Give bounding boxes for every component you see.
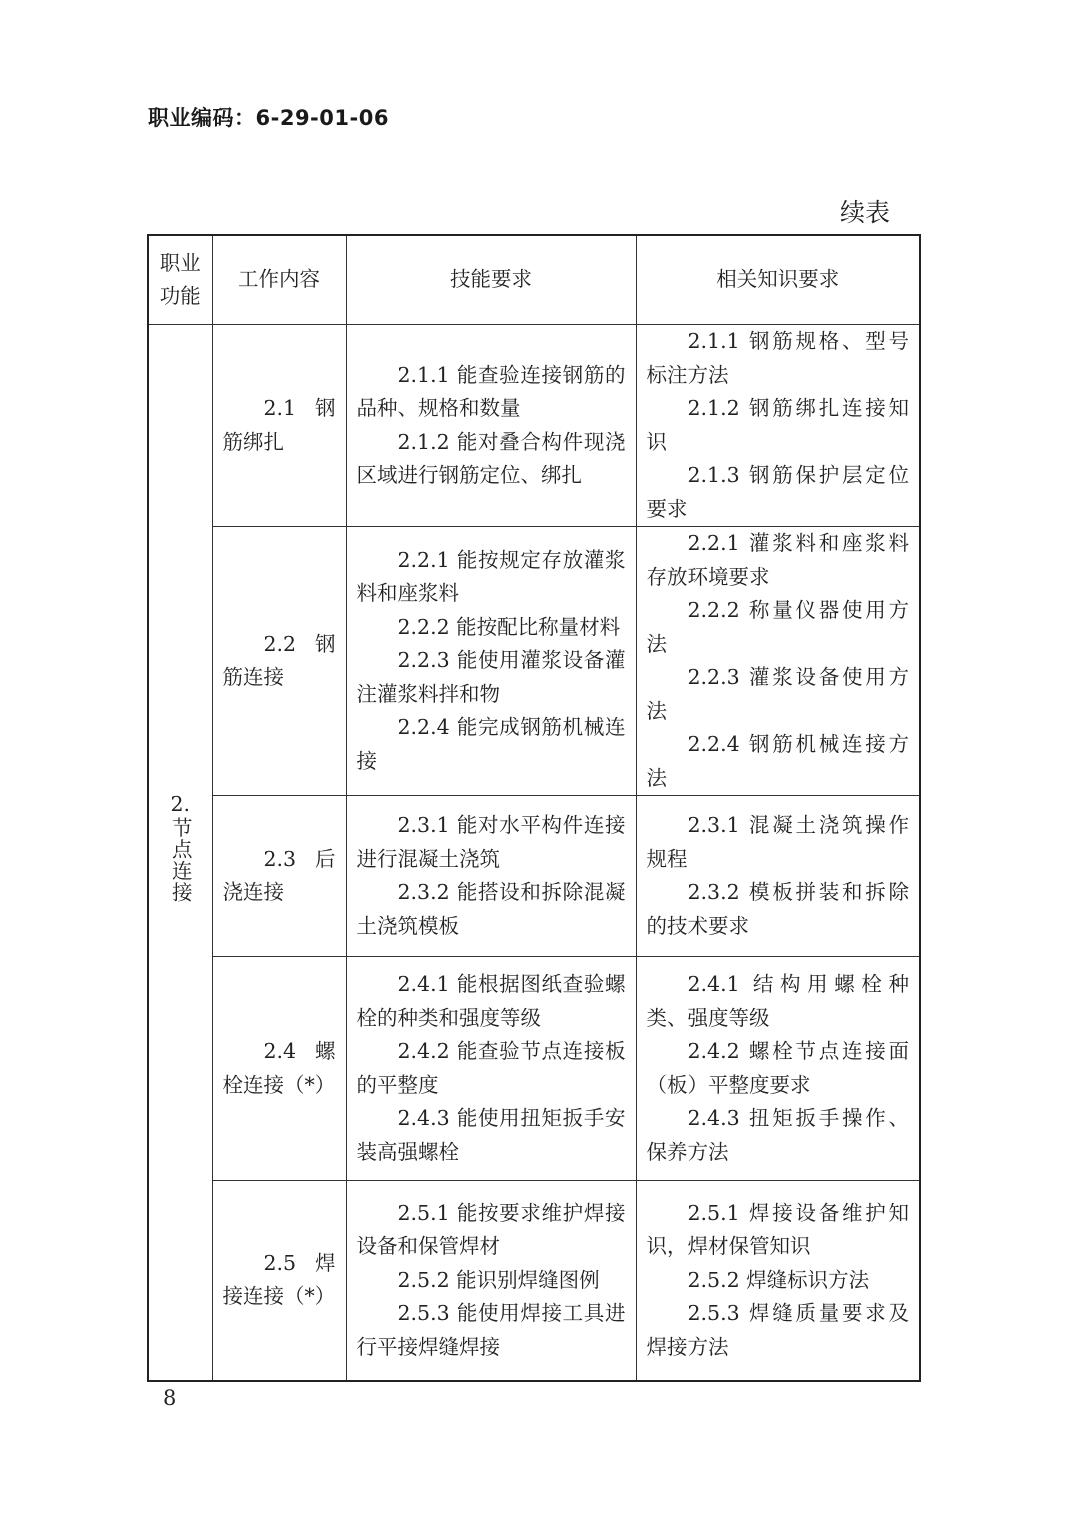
skills-cell: [346, 527, 636, 796]
knowledge-cell: [636, 796, 920, 957]
header-occupation-function: [148, 235, 212, 325]
skill-item: 2.2.4 能完成钢筋机械连接: [356, 715, 626, 773]
header-work-content: 工作内容: [212, 235, 346, 325]
work-content-cell: [212, 957, 346, 1181]
knowledge-item: 2.5.3 焊缝质量要求及焊接方法: [646, 1301, 909, 1359]
knowledge-cell: [636, 325, 920, 527]
skill-item: 2.5.1 能按要求维护焊接设备和保管焊材: [356, 1200, 626, 1258]
skill-item: 2.3.2 能搭设和拆除混凝土浇筑模板: [356, 880, 626, 938]
work-content-cell: [212, 796, 346, 957]
header-knowledge-requirements: 相关知识要求: [636, 235, 920, 325]
table-row: [148, 527, 920, 796]
knowledge-cell: [636, 527, 920, 796]
table-row: [148, 796, 920, 957]
page-number: 8: [163, 1386, 177, 1410]
standards-table: [147, 234, 921, 1382]
table-header-row: [148, 235, 920, 325]
knowledge-item: 2.4.2 螺栓节点连接面（板）平整度要求: [646, 1039, 909, 1097]
skill-item: 2.2.3 能使用灌浆设备灌注灌浆料拌和物: [356, 648, 626, 706]
skill-item: 2.4.1 能根据图纸查验螺栓的种类和强度等级: [356, 972, 626, 1030]
skill-item: 2.2.2 能按配比称量材料: [397, 614, 621, 639]
header-skill-requirements: 技能要求: [346, 235, 636, 325]
skill-item: 2.1.2 能对叠合构件现浇区域进行钢筋定位、绑扎: [356, 429, 626, 487]
skill-item: 2.1.1 能查验连接钢筋的品种、规格和数量: [356, 362, 626, 420]
occupation-code: 职业编码：6-29-01-06: [148, 106, 389, 130]
knowledge-item: 2.2.1 灌浆料和座浆料存放环境要求: [646, 531, 909, 589]
work-content-text: 2.2 钢筋连接: [222, 631, 336, 689]
skill-item: 2.4.3 能使用扭矩扳手安装高强螺栓: [356, 1106, 626, 1164]
table-row: [148, 957, 920, 1181]
knowledge-item: 2.3.2 模板拼装和拆除的技术要求: [646, 880, 909, 938]
work-content-cell: [212, 325, 346, 527]
work-content-text: 2.4 螺栓连接（*）: [222, 1039, 336, 1097]
knowledge-item: 2.2.2 称量仪器使用方法: [646, 598, 909, 656]
table-row: [148, 1181, 920, 1381]
skill-item: 2.5.2 能识别焊缝图例: [397, 1267, 600, 1292]
knowledge-item: 2.5.2 焊缝标识方法: [687, 1267, 870, 1292]
skills-cell: [346, 957, 636, 1181]
knowledge-cell: [636, 1181, 920, 1381]
knowledge-item: 2.1.1 钢筋规格、型号标注方法: [646, 329, 909, 387]
knowledge-cell: [636, 957, 920, 1181]
skill-item: 2.5.3 能使用焊接工具进行平接焊缝焊接: [356, 1301, 626, 1359]
continued-label: 续表: [839, 198, 890, 227]
work-content-text: 2.5 焊接连接（*）: [222, 1250, 336, 1309]
table-row: [148, 325, 920, 527]
knowledge-item: 2.1.2 钢筋绑扎连接知识: [646, 396, 909, 454]
work-content-cell: [212, 1181, 346, 1381]
skills-cell: [346, 1181, 636, 1381]
skill-item: 2.3.1 能对水平构件连接进行混凝土浇筑: [356, 813, 626, 871]
function-name: 节点连接: [168, 817, 193, 903]
skills-cell: [346, 796, 636, 957]
skills-cell: [346, 325, 636, 527]
work-content-cell: [212, 527, 346, 796]
knowledge-item: 2.2.3 灌浆设备使用方法: [646, 665, 909, 723]
work-content-text: 2.1 钢筋绑扎: [222, 396, 336, 454]
occupation-function-cell: [148, 325, 212, 1381]
function-number: 2.: [170, 792, 191, 816]
knowledge-item: 2.1.3 钢筋保护层定位要求: [646, 463, 909, 521]
knowledge-item: 2.3.1 混凝土浇筑操作规程: [646, 813, 909, 871]
work-content-text: 2.3 后浇连接: [222, 846, 336, 904]
skill-item: 2.4.2 能查验节点连接板的平整度: [356, 1039, 626, 1097]
knowledge-item: 2.4.3 扭矩扳手操作、保养方法: [646, 1106, 909, 1164]
skill-item: 2.2.1 能按规定存放灌浆料和座浆料: [356, 547, 626, 606]
knowledge-item: 2.4.1 结构用螺栓种类、强度等级: [646, 972, 909, 1030]
header-occupation-function-label: 职业功能: [159, 250, 201, 308]
knowledge-item: 2.5.1 焊接设备维护知识，焊材保管知识: [646, 1200, 909, 1258]
knowledge-item: 2.2.4 钢筋机械连接方法: [646, 732, 909, 790]
